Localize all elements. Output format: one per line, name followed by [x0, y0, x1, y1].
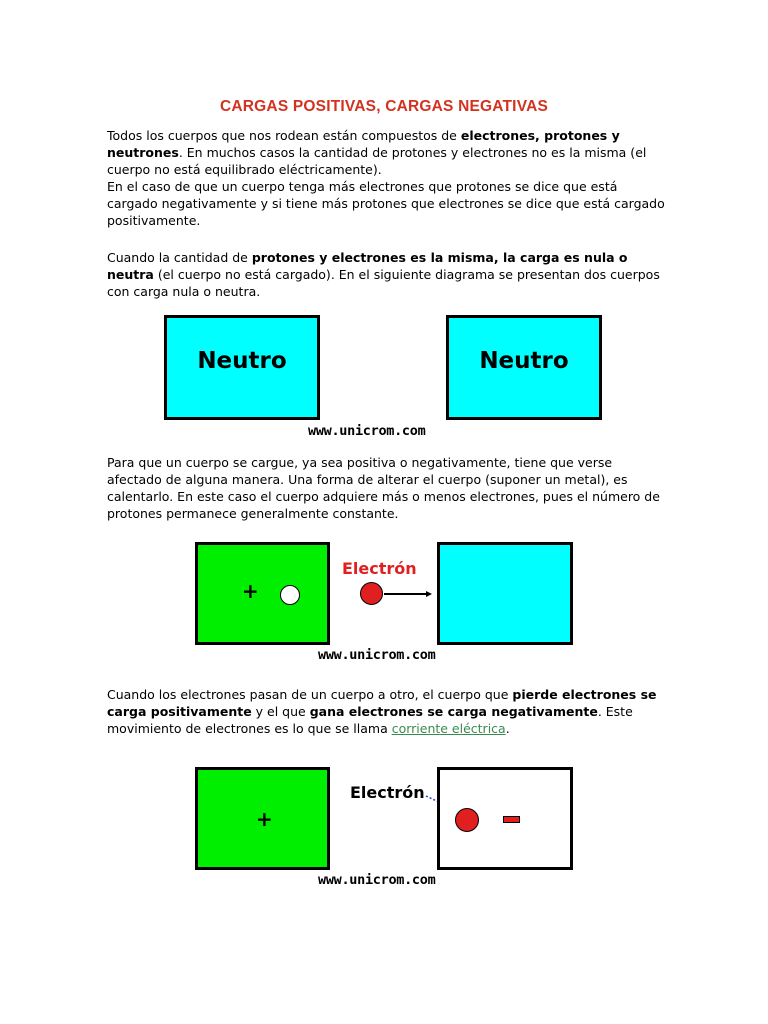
neutral-bold-1: protones y electrones es la misma, la carga es nula o neutra — [107, 250, 628, 282]
neutral-label-left: Neutro — [197, 348, 287, 374]
current-text-4: . — [505, 721, 510, 736]
current-paragraph — [107, 686, 667, 737]
current-bold-1: pierde electrones se carga positivamente — [107, 687, 657, 719]
current-text-3: . Este movimiento de electrones es lo que se llama — [107, 704, 633, 736]
neutral-target-body — [437, 542, 573, 645]
intro-text-3: En el caso de que un cuerpo tenga más electrones que protones se dice que está cargado negativamente y si tiene más protones que electrones se dice que está cargado positivamente. — [107, 179, 665, 228]
intro-bold-1: electrones, protones y neutrones — [107, 128, 620, 160]
neutral-paragraph — [107, 249, 667, 300]
neutral-body-left — [164, 315, 320, 420]
neutral-text-1: Cuando la cantidad de — [107, 250, 252, 265]
current-text-2: y el que — [251, 704, 310, 719]
watermark-1: www.unicrom.com — [308, 423, 426, 439]
plus-sign: + — [242, 579, 259, 603]
intro-text-1: Todos los cuerpos que nos rodean están compuestos de — [107, 128, 461, 143]
electron-label: Electrón — [342, 559, 417, 578]
charging-text: Para que un cuerpo se cargue, ya sea positiva o negativamente, tiene que verse afectado de alguna manera. Una forma de alterar el cuerpo (suponer un metal), es calentarlo. En este caso el cuerpo adquiere más o menos electrones, pues el número de protones permanece generalmente constante. — [107, 455, 660, 521]
plus-sign-2: + — [256, 807, 273, 831]
charging-paragraph — [107, 454, 667, 522]
corriente-electrica-link[interactable]: corriente eléctrica — [391, 721, 506, 736]
neutral-body-right — [446, 315, 602, 420]
vacancy-circle — [280, 585, 300, 605]
electron-circle — [360, 582, 383, 605]
intro-paragraph — [107, 127, 667, 229]
positive-body-2 — [195, 767, 330, 870]
watermark-3: www.unicrom.com — [318, 872, 436, 888]
intro-text-2: . En muchos casos la cantidad de protones y electrones no es la misma (el cuerpo no está equilibrado eléctricamente). — [107, 145, 647, 177]
neutral-text-2: (el cuerpo no está cargado). En el siguiente diagrama se presentan dos cuerpos con carga nula o neutra. — [107, 267, 660, 299]
current-text-1: Cuando los electrones pasan de un cuerpo a otro, el cuerpo que — [107, 687, 513, 702]
negative-body — [437, 767, 573, 870]
arrow-right-icon — [384, 588, 432, 600]
watermark-2: www.unicrom.com — [318, 647, 436, 663]
minus-sign-icon — [503, 816, 520, 823]
electron-circle-2 — [455, 808, 479, 832]
neutral-label-right: Neutro — [479, 348, 569, 374]
page-title: CARGAS POSITIVAS, CARGAS NEGATIVAS — [219, 98, 549, 115]
electron-label-2: Electrón — [350, 783, 425, 802]
positive-body — [195, 542, 330, 645]
current-bold-2: gana electrones se carga negativamente — [309, 704, 598, 719]
